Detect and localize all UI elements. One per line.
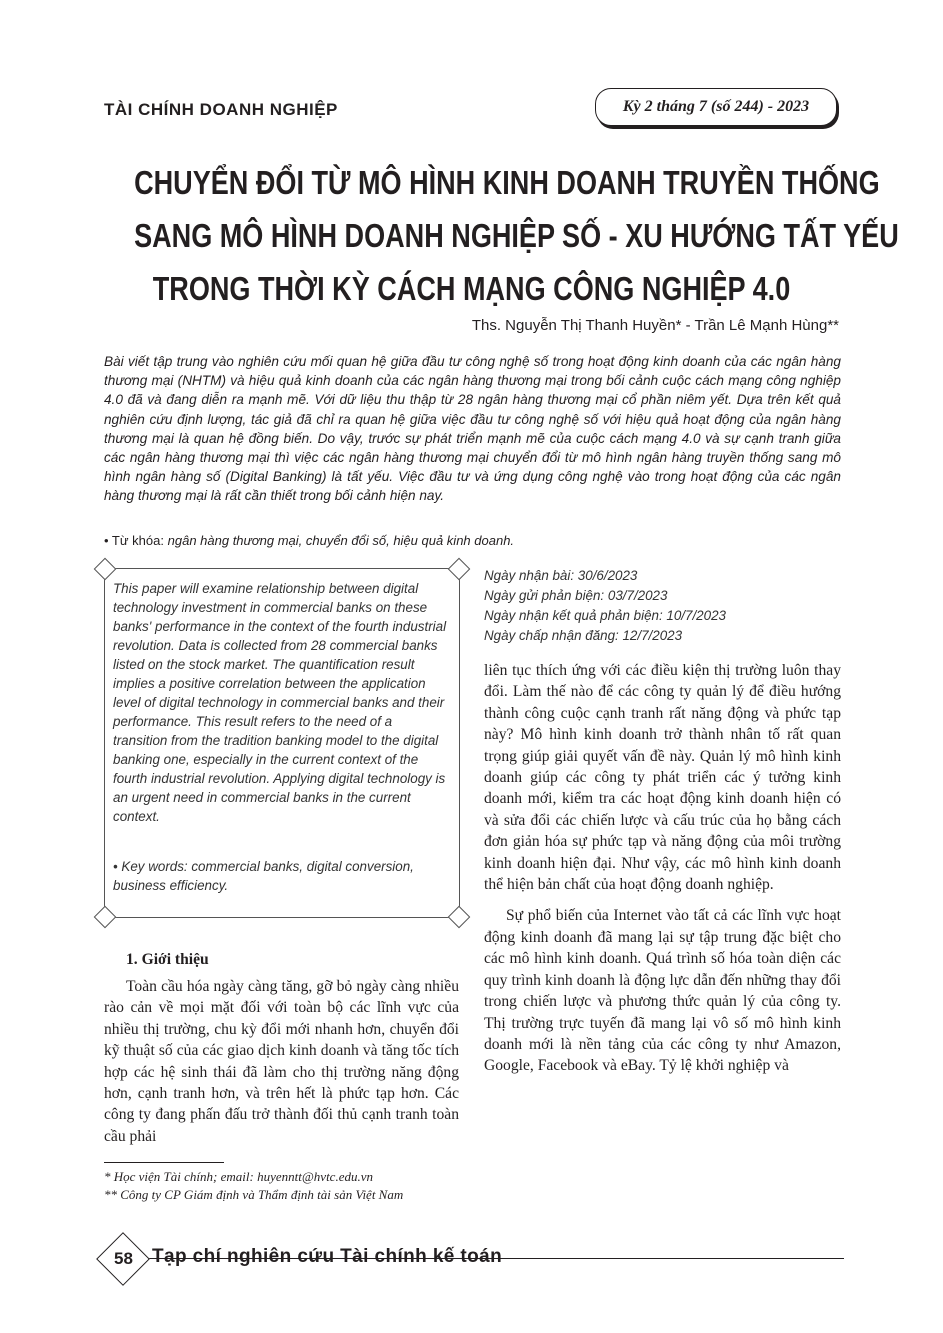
footnote-2: ** Công ty CP Giám định và Thẩm định tài sản Việt Nam bbox=[104, 1187, 404, 1202]
body-paragraph: Sự phổ biến của Internet vào tất cả các lĩnh vực hoạt động kinh doanh đã mang lại sự tập trung đặc biệt cho các mô hình kinh doanh. Quá trình số hóa toàn diện các quy trình kinh doanh là động lực dẫn đến những thay đổi trong chiến lược và phương thức quản lý của công ty. Thị trường trực tuyến đã mang lại vô số mô hình kinh doanh mới là nền tảng của các công ty như Amazon, Google, Facebook và eBay. Tỷ lệ khởi nghiệp và bbox=[484, 907, 841, 1075]
body-paragraph: liên tục thích ứng với các điều kiện thị trường luôn thay đổi. Làm thế nào để các công ty quản lý để điều hướng thành công cuộc cạnh tranh rất năng động và phức tạp này? Mô hình kinh doanh trở thành nhân tố rất quan trọng giúp giải quyết vấn đề này. Quản lý mô hình kinh doanh giúp các công ty phát triển các ý tưởng kinh doanh mới, kiểm tra các hoạt động kinh doanh hiện có và sửa đổi các chiến lược và cấu trúc của họ bằng cách đơn giản hóa sự phức tạp và năng động của môi trường kinh doanh hiện đại. Như vậy, các mô hình kinh doanh thể hiện bản chất của hoạt động doanh nghiệp. bbox=[484, 662, 841, 894]
corner-notch bbox=[448, 906, 471, 929]
keywords-vi-text: ngân hàng thương mại, chuyển đổi số, hiệu quả kinh doanh. bbox=[167, 533, 515, 548]
footnote-divider bbox=[104, 1162, 224, 1163]
corner-notch bbox=[94, 558, 117, 581]
section-heading: 1. Giới thiệu bbox=[126, 951, 209, 968]
authors: Ths. Nguyễn Thị Thanh Huyền* - Trần Lê Mạnh Hùng** bbox=[471, 317, 839, 334]
date-sent-review: Ngày gửi phản biện: 03/7/2023 bbox=[484, 588, 668, 603]
footnotes bbox=[104, 1168, 403, 1204]
footnote-1: * Học viện Tài chính; email: huyenntt@hvtc.edu.vn bbox=[104, 1169, 373, 1184]
title-line-3: TRONG THỜI KỲ CÁCH MẠNG CÔNG NGHIỆP 4.0 bbox=[152, 270, 791, 307]
date-review-result: Ngày nhận kết quả phản biện: 10/7/2023 bbox=[484, 608, 726, 623]
title-line-2: SANG MÔ HÌNH DOANH NGHIỆP SỐ - XU HƯỚNG TẤT YẾU bbox=[134, 217, 899, 254]
journal-name: Tạp chí nghiên cứu Tài chính kế toán bbox=[152, 1246, 503, 1267]
keywords-vi-label: • Từ khóa: bbox=[104, 533, 164, 548]
abstract-vi: Bài viết tập trung vào nghiên cứu mối quan hệ giữa đầu tư công nghệ số trong hoạt động kinh doanh của các ngân hàng thương mại (NHTM) và hiệu quả kinh doanh của các ngân hàng thương mại trong bối cảnh cuộc cách mạng công nghiệp 4.0 đã và đang diễn ra mạnh mẽ. Với dữ liệu thu thập từ 28 ngân hàng thương mại cổ phần niêm yết. Dựa trên kết quả nghiên cứu định lượng, tác giả đã chỉ ra quan hệ giữa việc đầu tư công nghệ số với hiệu quả hoạt động của ngân hàng thương mại là quan hệ đồng biến. Do vậy, trước sự phát triển mạnh mẽ của cuộc cách mạng 4.0 và sự cạnh tranh giữa các ngân hàng thương mại thì việc các ngân hàng thương mại chuyển đổi từ mô hình ngân hàng truyền thống sang mô hình ngân hàng số (Digital Banking) là tất yếu. Việc đầu tư và ứng dụng công nghệ vào trong hoạt động của các ngân hàng thương mại là rất cần thiết trong bối cảnh hiện nay. bbox=[104, 354, 841, 504]
keywords-en: • Key words: commercial banks, digital conversion, business efficiency. bbox=[113, 859, 414, 893]
right-column bbox=[484, 660, 841, 1077]
section-label: TÀI CHÍNH DOANH NGHIỆP bbox=[104, 100, 338, 119]
keywords-vi bbox=[104, 533, 514, 548]
corner-notch bbox=[448, 558, 471, 581]
article-title bbox=[134, 156, 899, 315]
english-abstract-box bbox=[104, 568, 460, 918]
page-number: 58 bbox=[114, 1249, 133, 1268]
left-column bbox=[104, 976, 459, 1147]
article-dates bbox=[484, 566, 726, 646]
issue-badge: Kỳ 2 tháng 7 (số 244) - 2023 bbox=[595, 88, 837, 126]
date-accepted: Ngày chấp nhận đăng: 12/7/2023 bbox=[484, 628, 683, 643]
corner-notch bbox=[94, 906, 117, 929]
body-paragraph: Toàn cầu hóa ngày càng tăng, gỡ bỏ ngày càng nhiều rào cản về mọi mặt đối với toàn bộ các lĩnh vực của nhiều thị trường, chu kỳ đổi mới nhanh hơn, chuyển đổi kỹ thuật số của các giao dịch kinh doanh và tăng tốc tích hợp các hệ sinh thái đã làm cho thị trường năng động hơn, cạnh tranh hơn, và trên hết là phức tạp hơn. Các công ty đang phấn đấu trở thành đối thủ cạnh tranh toàn cầu phải bbox=[104, 978, 459, 1145]
date-received: Ngày nhận bài: 30/6/2023 bbox=[484, 568, 638, 583]
abstract-en: This paper will examine relationship between digital technology investment in commercial banks on these banks' performance in the context of the fourth industrial revolution. Data is collected from 28 commercial banks listed on the stock market. The quantification result implies a positive correlation between the application level of digital technology in commercial banks and their performance. This result refers to the need of a transition from the tradition banking model to the digital banking one, especially in the current context of the fourth industrial revolution. Applying digital technology is an urgent need in commercial banks in the current context. bbox=[113, 581, 447, 824]
title-line-1: CHUYỂN ĐỔI TỪ MÔ HÌNH KINH DOANH TRUYỀN THỐNG bbox=[134, 164, 880, 201]
